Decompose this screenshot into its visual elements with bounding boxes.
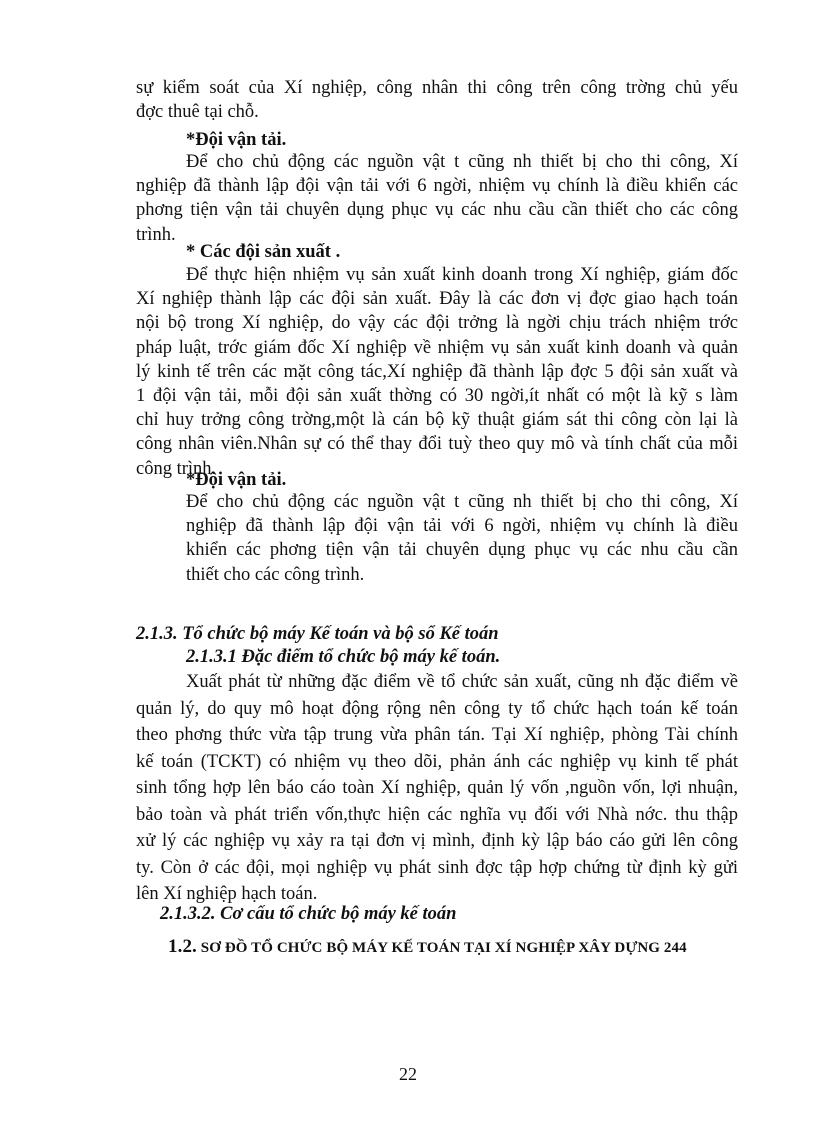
diagram-heading (168, 936, 687, 958)
paragraph-transport-2 (186, 490, 738, 587)
text-line: nội bộ trong Xí nghiệp, do vậy các đội trởng là ngời chịu trách nhiệm trớc (136, 313, 738, 334)
heading-text: 2.1.3.2. Cơ cấu tổ chức bộ máy kế toán (160, 904, 457, 924)
text-line: công trình. (136, 458, 217, 479)
heading-text: 2.1.3.1 Đặc điểm tổ chức bộ máy kế toán. (186, 647, 501, 667)
subsection-heading-2-1-3-2 (160, 902, 762, 926)
paragraph-production (136, 263, 738, 481)
text-line: Để cho chủ động các nguồn vật t cũng nh thiết bị cho thi công, Xí (186, 152, 738, 172)
text-line: trình. (136, 224, 176, 245)
text-line: Xuất phát từ những đặc điểm về tổ chức sản xuất, cũng nh đặc điểm về (186, 672, 738, 692)
text-line: bảo toàn và phát triển vốn,thực hiện các nghĩa vụ đối với Nhà nớc. thu thập (136, 804, 738, 825)
text-line: sinh tổng hợp lên báo cáo toàn Xí nghiệp, quản lý vốn ,nguồn vốn, lợi nhuận, (136, 778, 738, 798)
diagram-heading-text: SƠ ĐỒ TỔ CHỨC BỘ MÁY KẾ TOÁN TẠI XÍ NGHIỆP XÂY DỰNG 244 (196, 940, 687, 956)
paragraph-accounting (136, 669, 738, 908)
text-line: phơng tiện vận tải chuyên dụng phục vụ các nhu cầu cần thiết cho các công (136, 200, 738, 221)
heading-transport-team-2 (186, 468, 788, 492)
heading-text: * Các đội sản xuất . (186, 242, 341, 262)
text-line: xử lý các nghiệp vụ xảy ra tại đơn vị mình, định kỳ lập báo cáo gửi lên công (136, 831, 738, 851)
heading-text: *Đội vận tải. (186, 470, 287, 490)
heading-production-teams (186, 240, 788, 264)
text-line: theo phơng thức vừa tập trung vừa phân tán. Tại Xí nghiệp, phòng Tài chính (136, 725, 738, 745)
text-line: sự kiểm soát của Xí nghiệp, công nhân thi công trên công trờng chủ yếu (136, 78, 738, 98)
text-line: quản lý, do quy mô hoạt động rộng nên công ty tổ chức hạch toán kế toán (136, 698, 738, 719)
text-line: thiết cho các công trình. (186, 564, 365, 585)
heading-text: 2.1.3. Tổ chức bộ máy Kế toán và bộ sổ Kế toán (136, 624, 499, 644)
text-line: ty. Còn ở các đội, mọi nghiệp vụ phát sinh đợc tập hợp chứng từ định kỳ gửi (136, 857, 738, 878)
text-line: kế toán (TCKT) có nhiệm vụ theo dõi, phản ánh các nghiệp vụ kinh tế phát (136, 751, 738, 772)
text-line: công nhân viên.Nhân sự có thể thay đổi tuỳ theo quy mô và tính chất của mỗi (136, 434, 738, 455)
text-line: lên Xí nghiệp hạch toán. (136, 884, 318, 904)
text-line: đợc thuê tại chỗ. (136, 102, 259, 123)
subsection-heading-2-1-3-1 (186, 645, 788, 669)
text-line: 1 đội vận tải, mỗi đội sản xuất thờng có 30 ngời,ít nhất có một là kỹ s làm (136, 385, 738, 406)
paragraph-transport (136, 150, 738, 247)
text-line: pháp luật, trớc giám đốc Xí nghiệp về nhiệm vụ sản xuất kinh doanh và quản (136, 337, 738, 358)
section-heading-2-1-3 (136, 622, 738, 646)
text-line: chỉ huy trởng công trờng,một là cán bộ kỹ thuật giám sát thi công còn lại là (136, 410, 738, 431)
text-line: Để thực hiện nhiệm vụ sản xuất kinh doanh trong Xí nghiệp, giám đốc (186, 265, 738, 285)
page-number: 22 (399, 1064, 417, 1084)
text-line: nghiệp đã thành lập đội vận tải với 6 ngời, nhiệm vụ chính là điều (186, 516, 738, 537)
diagram-heading-number: 1.2. (168, 936, 197, 957)
text-line: lý kinh tế trên các mặt công tác,Xí nghiệp đã thành lập đợc 5 đội sản xuất và (136, 361, 738, 382)
text-line: Để cho chủ động các nguồn vật t cũng nh thiết bị cho thi công, Xí (186, 492, 738, 512)
text-line: Xí nghiệp thành lập các đội sản xuất. Đây là các đơn vị đợc giao hạch toán (136, 289, 738, 310)
paragraph-continuation (136, 76, 738, 124)
heading-text: *Đội vận tải. (186, 130, 287, 150)
heading-transport-team (186, 128, 788, 152)
text-line: khiển các phơng tiện vận tải chuyên dụng phục vụ các nhu cầu cần (186, 540, 738, 561)
text-line: nghiệp đã thành lập đội vận tải với 6 ngời, nhiệm vụ chính là điều khiển các (136, 176, 738, 197)
